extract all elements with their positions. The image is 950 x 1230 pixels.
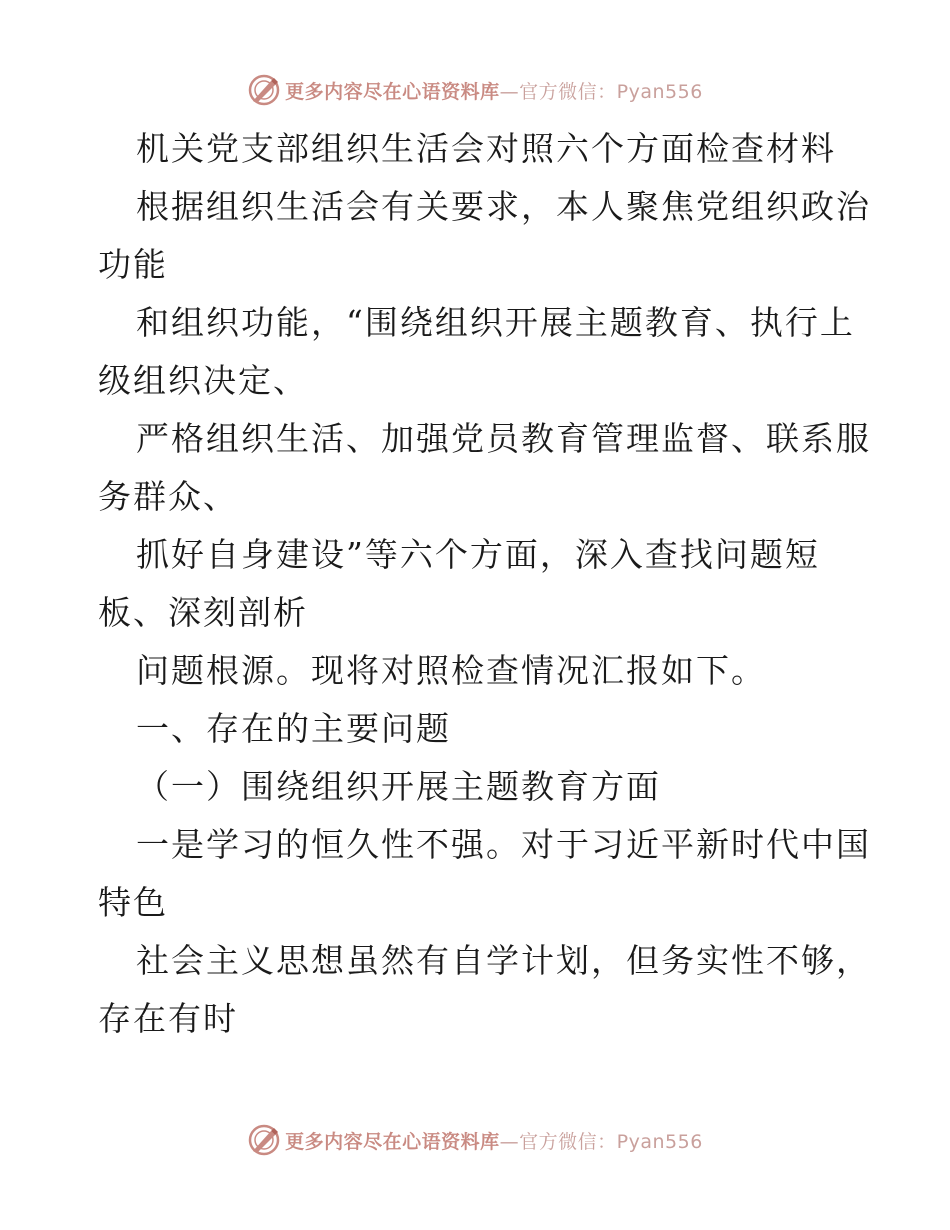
watermark-text: 更多内容尽在心语资料库—官方微信：Pyan556 xyxy=(285,1130,703,1153)
watermark-text: 更多内容尽在心语资料库—官方微信：Pyan556 xyxy=(285,80,703,103)
paragraph-line: 抓好自身建设”等六个方面，深入查找问题短 xyxy=(136,535,820,574)
document-body xyxy=(98,120,871,1048)
subsection-heading: （一）围绕组织开展主题教育方面 xyxy=(136,767,661,806)
paragraph-line: 级组织决定、 xyxy=(98,361,308,400)
paragraph-line: 特色 xyxy=(98,883,168,922)
paragraph-line: 问题根源。现将对照检查情况汇报如下。 xyxy=(136,651,766,690)
pen-logo-icon xyxy=(247,73,281,107)
paragraph-line: 根据组织生活会有关要求，本人聚焦党组织政治 xyxy=(136,187,871,226)
paragraph-line: 社会主义思想虽然有自学计划，但务实性不够， xyxy=(136,941,871,980)
paragraph-line: 严格组织生活、加强党员教育管理监督、联系服 xyxy=(136,419,871,458)
footer-watermark xyxy=(0,1120,950,1160)
paragraph-line: 一是学习的恒久性不强。对于习近平新时代中国 xyxy=(136,825,871,864)
paragraph-line: 功能 xyxy=(98,245,168,284)
header-watermark xyxy=(0,70,950,110)
paragraph-line: 和组织功能，“围绕组织开展主题教育、执行上 xyxy=(136,303,855,342)
paragraph-line: 存在有时 xyxy=(98,999,238,1038)
paragraph-line: 板、深刻剖析 xyxy=(98,593,308,632)
document-title: 机关党支部组织生活会对照六个方面检查材料 xyxy=(136,129,836,168)
section-heading: 一、存在的主要问题 xyxy=(136,709,451,748)
paragraph-line: 务群众、 xyxy=(98,477,238,516)
pen-logo-icon xyxy=(247,1123,281,1157)
